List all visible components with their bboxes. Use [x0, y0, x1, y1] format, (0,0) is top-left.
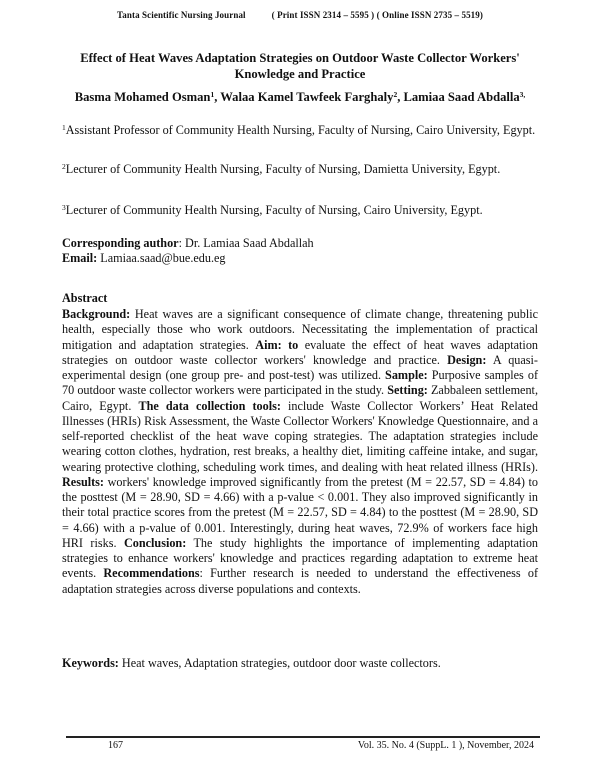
abstract-text: Zabbaleen settlement, Cairo, Egypt.	[62, 383, 538, 413]
keywords-value: Heat waves, Adaptation strategies, outdoor door waste collectors.	[118, 656, 441, 670]
abstract-section-label: Sample:	[385, 368, 428, 382]
abstract-body	[62, 307, 538, 597]
author-separator: ,	[214, 90, 221, 104]
abstract-section-label: Aim: to	[255, 337, 299, 352]
abstract-text: Purposive samples of 70 outdoor waste collector workers were participated in the study.	[62, 368, 538, 398]
affiliation-mark: 2	[62, 162, 66, 171]
abstract-section-label: Recommendations	[103, 566, 200, 581]
author-list	[62, 90, 538, 105]
abstract-section-label: The data collection tools:	[138, 398, 281, 413]
correspondence	[62, 236, 538, 266]
affiliation-text: Lecturer of Community Health Nursing, Faculty of Nursing, Damietta University, Egypt.	[65, 162, 501, 176]
author-separator: ,	[397, 90, 404, 104]
corresponding-author-value: : Dr. Lamiaa Saad Abdallah	[178, 236, 314, 250]
author-affiliation-mark: 2	[393, 90, 398, 99]
abstract-text: : Further research is needed to understand the effectiveness of adaptation strategies across diverse populations and contexts.	[62, 566, 538, 596]
running-header	[0, 10, 600, 20]
abstract-text: The study highlights the importance of implementing adaptation strategies to enhance workers' knowledge and practices regarding adaptation to extreme heat events.	[62, 535, 539, 581]
email-value: Lamiaa.saad@bue.edu.eg	[97, 251, 226, 266]
abstract-section-label: Conclusion:	[123, 535, 187, 550]
abstract-text: Heat waves are a significant consequence of climate change, threatening public health, especially those who work outdoors. Necessitating the implementation of practical mitigation and adaptation strategies.	[62, 307, 538, 352]
page-number: 167	[108, 740, 123, 751]
issue-info: Vol. 35. No. 4 (SuppL. 1 ), November, 2024	[357, 740, 534, 751]
abstract-heading: Abstract	[62, 291, 108, 305]
affiliation-mark: 1	[62, 123, 66, 132]
abstract-text: A quasi-experimental design (one group pre- and post-test) was utilized.	[62, 352, 538, 382]
affiliation-3	[62, 203, 538, 218]
corresponding-author	[62, 236, 538, 251]
abstract-section-label: Results:	[62, 474, 104, 489]
affiliation-text: Assistant Professor of Community Health Nursing, Faculty of Nursing, Cairo University, Egypt.	[65, 123, 536, 137]
abstract-section-label: Design:	[447, 352, 487, 367]
affiliation-2	[62, 162, 538, 177]
author-affiliation-mark: 3,	[519, 90, 526, 99]
corresponding-author-label: Corresponding author	[62, 236, 179, 250]
article-title: Effect of Heat Waves Adaptation Strategies on Outdoor Waste Collector Workers' Knowledge and Practice	[80, 51, 520, 81]
author-affiliation-mark: 1	[210, 90, 215, 99]
keywords	[62, 656, 538, 671]
abstract-section-label: Setting:	[387, 383, 428, 398]
abstract-section-label: Background:	[62, 307, 131, 321]
abstract-text: include Waste Collector Workers’ Heat Related Illnesses (HRIs) Risk Assessment, the Waste Collector Workers' Knowledge Questionnaire, and a self-reported checklist of the heat wave coping strategies. The adaptation strategies include wearing cotton clothes, hydration, rest breaks, a healthy diet, limiting caffeine intake, and sugar, wearing protective clothing, scheduling work times, and dealing with heat related illness (HRIs).	[62, 398, 538, 474]
author-name: Basma Mohamed Osman	[74, 90, 211, 104]
email-line	[62, 251, 538, 266]
abstract-text: evaluate the effect of heat waves adaptation strategies on outdoor waste collector workers' knowledge and practice.	[62, 337, 539, 367]
keywords-label: Keywords:	[62, 656, 119, 670]
affiliation-1	[62, 123, 538, 138]
author-name: Lamiaa Saad Abdalla	[403, 90, 520, 104]
abstract-text: workers' knowledge improved significantly from the pretest (M = 22.57, SD = 4.84) to the posttest (M = 28.90, SD = 4.66) with a p-value < 0.001. They also improved significantly in their total practice scores from the pretest (M = 22.57, SD = 4.84) to the posttest (M = 28.90, SD = 4.66) with a p-value of 0.001. Interestingly, during heat waves, 72.9% of workers face high HRI risks.	[62, 474, 538, 550]
email-label: Email:	[62, 251, 98, 266]
journal-issn: ( Print ISSN 2314 – 5595 ) ( Online ISSN 2735 – 5519)	[271, 10, 483, 20]
footer-rule	[66, 736, 540, 738]
affiliation-text: Lecturer of Community Health Nursing, Faculty of Nursing, Cairo University, Egypt.	[65, 203, 483, 217]
affiliation-mark: 3	[62, 203, 66, 212]
author-name: Walaa Kamel Tawfeek Farghaly	[220, 90, 394, 104]
journal-name: Tanta Scientific Nursing Journal	[117, 10, 246, 20]
